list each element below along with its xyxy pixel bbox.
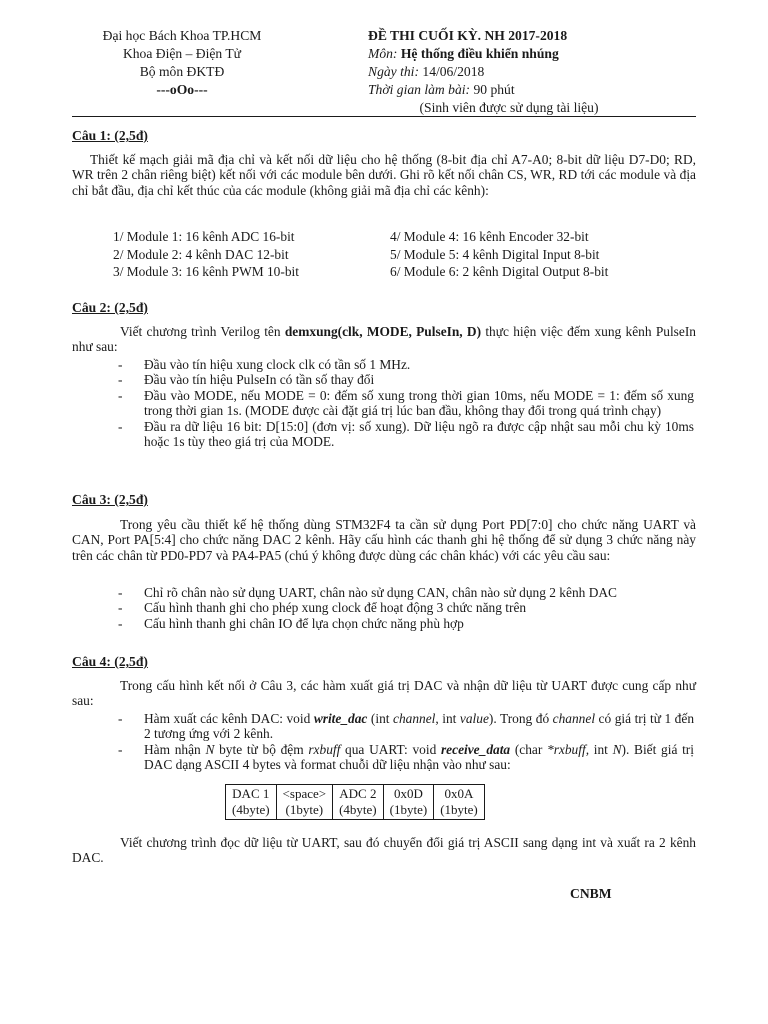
table-cell <box>333 785 384 820</box>
date-value: 14/06/2018 <box>422 64 485 79</box>
exam-note: (Sinh viên được sử dụng tài liệu) <box>419 100 599 115</box>
module-row <box>113 246 693 264</box>
list-item-text: Chỉ rõ chân nào sử dụng UART, chân nào sử dụng CAN, chân nào sử dụng 2 kênh DAC <box>144 585 617 600</box>
field-size: (1byte) <box>389 802 428 817</box>
field-name: ADC 2 <box>339 786 377 801</box>
faculty-name: Khoa Điện – Điện Tử <box>122 46 242 61</box>
question-2-intro-start: Viết chương trình Verilog tên <box>120 324 285 339</box>
param-name: value <box>459 711 489 726</box>
list-item-text: Đầu ra dữ liệu 16 bit: D[15:0] (đơn vị: số xung). Dữ liệu ngõ ra được cập nhật sau mỗi chu kỳ 10ms hoặc 1s tùy theo giá trị của MODE. <box>144 418 694 450</box>
module-item: 4/ Module 4: 16 kênh Encoder 32-bit <box>390 229 589 244</box>
list-item <box>118 372 694 387</box>
text-run: qua UART: void <box>340 741 441 757</box>
bullet-dash: - <box>118 372 123 388</box>
question-4-closing <box>72 835 696 866</box>
module-list <box>113 228 693 281</box>
ornament: ---oOo--- <box>156 82 208 97</box>
exam-info-block <box>368 27 698 117</box>
bullet-dash: - <box>118 600 123 616</box>
field-size: (4byte) <box>232 802 270 817</box>
list-item <box>118 711 694 742</box>
param-name: rxbuff <box>308 741 341 757</box>
list-item <box>118 742 694 773</box>
list-item-text: Cấu hình thanh ghi cho phép xung clock để hoạt động 3 chức năng trên <box>144 600 527 616</box>
list-item-text: Cấu hình thanh ghi chân IO để lựa chọn chức năng phù hợp <box>144 615 464 631</box>
bullet-dash: - <box>118 357 123 372</box>
text-run: có giá trị từ 1 đến 2 tương ứng với 2 kênh. <box>144 711 695 742</box>
question-4-functions <box>118 711 694 773</box>
text-run: Hàm nhận <box>144 741 206 757</box>
text-run: (char <box>510 741 548 757</box>
university-name: Đại học Bách Khoa TP.HCM <box>102 28 262 43</box>
text-run: ). Biết giá trị DAC dạng ASCII 4 bytes và format chuỗi dữ liệu nhận vào như sau: <box>144 741 694 773</box>
exam-title: ĐỀ THI CUỐI KỲ. NH 2017-2018 <box>368 28 568 43</box>
question-3-text <box>72 517 696 563</box>
param-name: *rxbuff, <box>547 741 590 757</box>
text-run: int <box>589 741 613 757</box>
date-label: Ngày thi: <box>368 64 419 79</box>
param-name: channel <box>393 711 436 726</box>
signature: CNBM <box>570 886 612 901</box>
list-item-text: Đầu vào tín hiệu PulseIn có tần số thay đổi <box>144 372 375 388</box>
subject-line <box>368 45 698 63</box>
field-size: (1byte) <box>285 802 324 817</box>
list-item <box>118 585 694 600</box>
dac-function-text <box>144 711 694 741</box>
module-row <box>113 263 693 281</box>
bullet-dash: - <box>118 711 123 726</box>
bullet-dash: - <box>118 418 123 434</box>
list-item-text: Đầu vào tín hiệu xung clock clk có tần số 1 MHz. <box>144 357 411 372</box>
module-item: 2/ Module 2: 4 kênh DAC 12-bit <box>113 246 289 262</box>
question-2-intro-end: thực hiện việc đếm xung kênh PulseIn như sau: <box>72 324 696 355</box>
table-cell <box>276 785 333 820</box>
table-cell <box>226 785 277 820</box>
question-4-closing-paragraph: Viết chương trình đọc dữ liệu từ UART, sau đó chuyển đổi giá trị ASCII sang dạng int và xuất ra 2 kênh DAC. <box>72 835 696 866</box>
field-name: 0x0A <box>444 786 474 801</box>
uart-function-text <box>144 742 694 772</box>
param-name: N <box>612 741 622 757</box>
function-name: write_dac <box>313 711 368 726</box>
question-1-text <box>72 152 696 198</box>
field-size: (1byte) <box>440 802 478 817</box>
question-1-paragraph: Thiết kế mạch giải mã địa chỉ và kết nối dữ liệu cho hệ thống (8-bit địa chỉ A7-A0; 8-bit dữ liệu D7-D0; RD, WR trên 2 chân riêng biệt) kết nối với các module bên dưới. Ghi rõ kết nối chân CS, WR, RD tới các module và địa chỉ bắt đầu, địa chỉ kết thúc của các module (không giải mã địa chỉ các kênh): <box>72 152 696 198</box>
table-cell <box>434 785 485 820</box>
duration-label: Thời gian làm bài: <box>368 82 471 97</box>
list-item <box>118 419 694 450</box>
question-2-requirements <box>118 357 694 449</box>
list-item-text: Đầu vào MODE, nếu MODE = 0: đếm số xung trong thời gian 10ms, nếu MODE = 1: đếm số xung trong thời gian 1s. (MODE được cài đặt giá trị lúc ban đầu, không thay đổi trong quá trình chạy) <box>144 387 694 419</box>
question-3-title: Câu 3: (2,5đ) <box>72 492 148 507</box>
table-cell <box>383 785 434 820</box>
text-run: (int <box>367 711 393 726</box>
question-2-title: Câu 2: (2,5đ) <box>72 300 148 315</box>
department-name: Bộ môn ĐKTĐ <box>139 64 225 79</box>
bullet-dash: - <box>118 585 123 600</box>
question-4-paragraph: Trong cấu hình kết nối ở Câu 3, các hàm xuất giá trị DAC và nhận dữ liệu từ UART được cung cấp như sau: <box>72 678 696 709</box>
header-divider <box>72 116 696 117</box>
duration-value: 90 phút <box>473 82 515 97</box>
question-4-intro <box>72 678 696 709</box>
data-frame-table <box>225 784 485 820</box>
question-4-title: Câu 4: (2,5đ) <box>72 654 148 669</box>
field-name: 0x0D <box>393 786 423 801</box>
list-item <box>118 357 694 372</box>
field-name: <space> <box>282 786 327 801</box>
duration-line <box>368 81 698 99</box>
text-run: ). Trong đó <box>488 711 553 726</box>
module-row <box>113 228 693 246</box>
subject-label: Môn: <box>368 46 398 61</box>
question-2-intro <box>72 324 696 355</box>
list-item <box>118 388 694 419</box>
question-2-paragraph <box>72 324 696 355</box>
subject-value: Hệ thống điều khiển nhúng <box>400 46 559 61</box>
module-item: 5/ Module 5: 4 kênh Digital Input 8-bit <box>390 246 600 262</box>
module-signature: demxung(clk, MODE, PulseIn, D) <box>284 324 482 339</box>
text-run: Hàm xuất các kênh DAC: void <box>144 711 314 726</box>
module-item: 6/ Module 6: 2 kênh Digital Output 8-bit <box>390 264 609 279</box>
question-1-title: Câu 1: (2,5đ) <box>72 128 148 143</box>
date-line <box>368 63 698 81</box>
text-run: byte từ bộ đệm <box>214 741 309 757</box>
bullet-dash: - <box>118 741 123 757</box>
question-3-paragraph: Trong yêu cầu thiết kế hệ thống dùng STM32F4 ta cần sử dụng Port PD[7:0] cho chức năng UART và CAN, Port PA[5:4] cho chức năng DAC 2 kênh. Hãy cấu hình các thanh ghi hệ thống để sử dụng 3 chức năng này trên các chân từ PD0-PD7 và PA4-PA5 (chú ý không được dùng các chân khác) với các yêu cầu sau: <box>72 517 696 563</box>
bullet-dash: - <box>118 387 123 403</box>
field-size: (4byte) <box>339 802 377 817</box>
function-name: receive_data <box>440 741 511 757</box>
institution-block <box>72 27 292 99</box>
param-name: N <box>205 741 215 757</box>
list-item <box>118 600 694 615</box>
module-item: 1/ Module 1: 16 kênh ADC 16-bit <box>113 229 295 244</box>
text-run: , int <box>435 711 460 726</box>
module-item: 3/ Module 3: 16 kênh PWM 10-bit <box>113 264 299 279</box>
table-row <box>226 785 485 820</box>
bullet-dash: - <box>118 615 123 631</box>
field-name: DAC 1 <box>232 786 270 801</box>
list-item <box>118 616 694 631</box>
param-name: channel <box>552 711 596 726</box>
question-3-requirements <box>118 585 694 631</box>
